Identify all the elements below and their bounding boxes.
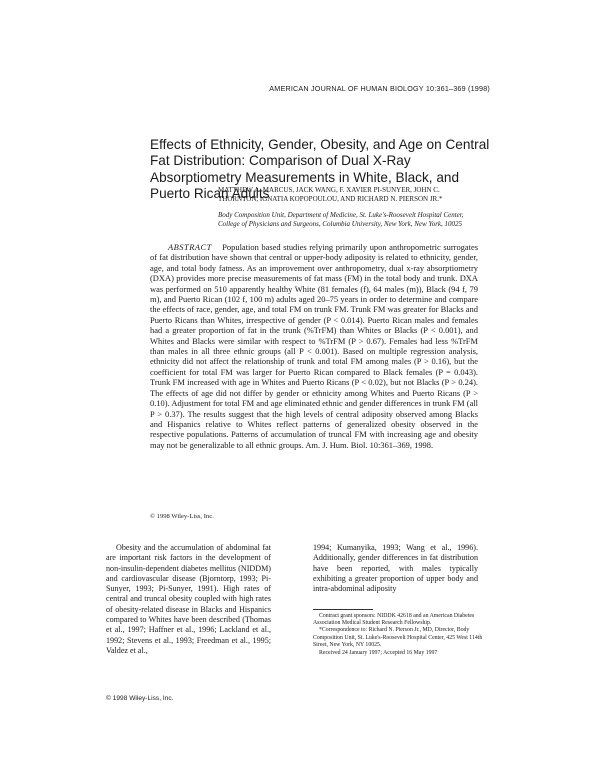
body-text-right-column: 1994; Kumanyika, 1993; Wang et al., 1996). Additionally, gender differences in fat distribution have been reported, with males typically exhibiting a greater proportion of upper body and intra-abdominal adiposity	[313, 543, 478, 594]
article-title: Effects of Ethnicity, Gender, Obesity, and Age on Central Fat Distribution: Comparison of Dual X-Ray Absorptiometry Measurements in White, Black, and Puerto Rican Adults	[150, 137, 490, 202]
footnote-received-dates: Received 24 January 1997; Accepted 16 May 1997	[319, 650, 438, 657]
footnotes	[313, 613, 483, 657]
abstract-label: ABSTRACT	[168, 242, 212, 252]
journal-header: AMERICAN JOURNAL OF HUMAN BIOLOGY 10:361–369 (1998)	[269, 84, 490, 93]
abstract-text: Population based studies relying primarily upon anthropometric surrogates of fat distribution have shown that central or upper-body adiposity is related to ethnicity, gender, age, and total body fatness. As an improvement over anthropometry, dual x-ray absorptiometry (DXA) provides more precise measurements of fat mass (FM) in the total body and trunk. DXA was performed on 510 apparently healthy White (81 females (f), 64 males (m)), Black (94 f, 79 m), and Puerto Rican (102 f, 100 m) adults aged 20–75 years in order to determine and compare the effects of race, gender, age, and total FM on trunk FM. Trunk FM was greater for Blacks and Puerto Ricans than Whites, irrespective of gender (P < 0.014). Puerto Rican males and females had a greater proportion of fat in the trunk (%TrFM) than Whites or Blacks (P < 0.001), and Whites and Blacks were similar with respect to %TrFM (P > 0.67). Females had less %TrFM than males in all three ethnic groups (all P < 0.001). Based on multiple regression analysis, ethnicity did not affect the relationship of trunk and total FM among males (P > 0.16), but the coefficient for total FM was larger for Puerto Rican compared to Black females (P = 0.043). Trunk FM increased with age in Whites and Puerto Ricans (P < 0.02), but not Blacks (P > 0.24). The effects of age did not differ by gender or ethnicity among Whites and Puerto Ricans (P > 0.10). Adjustment for total FM and age eliminated ethnic and gender differences in trunk FM (all P > 0.37). The results suggest that the high levels of central adiposity observed among Blacks and Hispanics relative to Whites reflect patterns of generalized obesity observed in the respective populations. Patterns of accumulation of truncal FM with increasing age and obesity may not be generalizable to all ethnic groups. Am. J. Hum. Biol. 10:361–369, 1998.	[150, 242, 478, 450]
abstract-copyright: © 1998 Wiley-Liss, Inc.	[150, 513, 214, 520]
abstract	[150, 242, 478, 450]
page-copyright: © 1998 Wiley-Liss, Inc.	[106, 695, 174, 702]
footnote-grant: Contract grant sponsors: NIDDK 42618 and an American Diabetes Association Medical Student Research Fellowship.	[313, 613, 475, 627]
footnote-divider	[313, 609, 373, 610]
author-list: MATTHEW A. MARCUS, JACK WANG, F. XAVIER PI-SUNYER, JOHN C. THORNTON, IGNATIA KOPOPOULOU, AND RICHARD N. PIERSON JR.*	[218, 186, 443, 203]
footnote-correspondence: *Correspondence to: Richard N. Pierson Jr., MD, Director, Body Composition Unit, St. Luke's-Roosevelt Hospital Center, 425 West 114th Street, New York, NY 10025.	[313, 627, 483, 648]
author-affiliation: Body Composition Unit, Department of Medicine, St. Luke's-Roosevelt Hospital Center, College of Physicians and Surgeons, Columbia University, New York, New York, 10025	[218, 211, 464, 228]
body-text-left-column: Obesity and the accumulation of abdominal fat are important risk factors in the development of non-insulin-dependent diabetes mellitus (NIDDM) and cardiovascular disease (Bjorntorp, 1993; Pi-Sunyer, 1993; Pi-Sunyer, 1991). High rates of central and truncal obesity coupled with high rates of obesity-related disease in Blacks and Hispanics compared to Whites have been described (Thomas et al., 1997; Haffner et al., 1996; Lackland et al., 1992; Stevens et al., 1993; Freedman et al., 1995; Valdez et al.,	[106, 543, 271, 655]
